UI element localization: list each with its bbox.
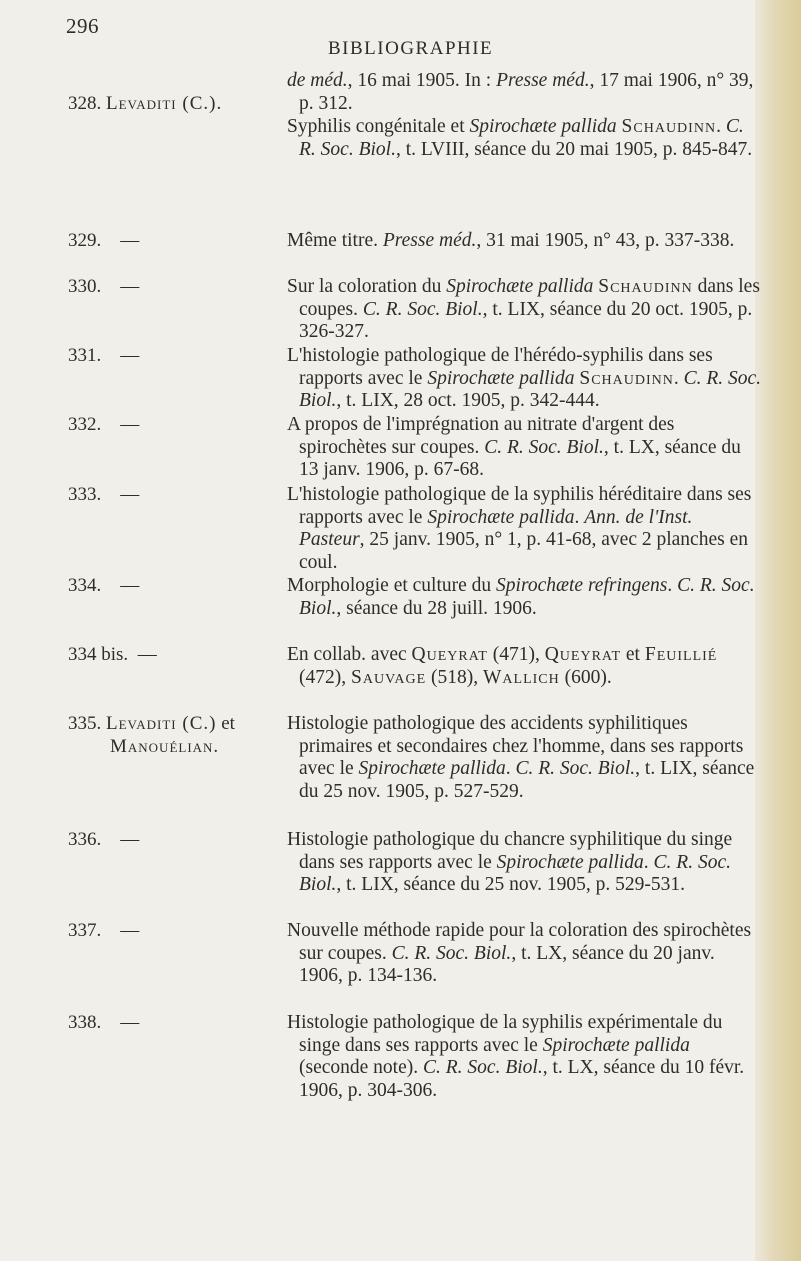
entry-number-328: 328. Levaditi (C.). bbox=[68, 93, 223, 114]
text-run: . bbox=[673, 367, 684, 389]
text-run: (472), bbox=[299, 666, 351, 688]
entry-number-330: 330. — bbox=[68, 276, 140, 297]
cited-name: Queyrat bbox=[544, 644, 622, 665]
text-run: . bbox=[667, 575, 678, 596]
entry-number-332: 332. — bbox=[68, 414, 140, 435]
text-run: , t. LVIII, séance du 20 mai 1905, p. 845-847. bbox=[395, 138, 753, 160]
italic-title: C. R. Soc. Biol. bbox=[362, 298, 483, 320]
entry-number-334-bis: 334 bis. — bbox=[68, 644, 157, 665]
text-run: L'histologie pathologique de la syphilis héréditaire dans ses rapports avec le bbox=[287, 484, 752, 528]
entry-author-2: Manouélian. bbox=[110, 735, 220, 757]
entry-text-330 bbox=[287, 276, 762, 344]
text-run: , 16 mai 1905. In : bbox=[347, 70, 497, 91]
text-run: , 25 janv. 1905, n° 1, p. 41-68, avec 2 planches en coul. bbox=[299, 529, 748, 573]
text-run: (seconde note). bbox=[299, 1057, 423, 1079]
entry-text-332 bbox=[287, 414, 762, 482]
running-head: BIBLIOGRAPHIE bbox=[328, 38, 494, 59]
entry-text-338 bbox=[287, 1012, 762, 1102]
italic-title: Presse méd. bbox=[382, 230, 477, 251]
entry-text-334-bis bbox=[287, 644, 762, 689]
italic-title: C. R. Soc. Biol. bbox=[391, 942, 512, 964]
text-run: , t. LX, séance du 10 févr. 1906, p. 304-306. bbox=[299, 1057, 745, 1101]
cited-name: Sauvage bbox=[351, 666, 427, 688]
entry-text-333 bbox=[287, 484, 762, 574]
text-run: , séance du 28 juill. 1906. bbox=[336, 597, 537, 619]
italic-title: Spirochæte refringens bbox=[496, 575, 668, 596]
text-run: Syphilis congénitale et bbox=[287, 116, 470, 137]
entry-number-337: 337. — bbox=[68, 920, 140, 941]
cited-name: Schaudinn bbox=[579, 367, 674, 389]
cited-name: Schaudinn bbox=[598, 276, 693, 297]
entry-text-328-a bbox=[287, 70, 762, 115]
italic-title: Spirochæte pallida bbox=[542, 1034, 690, 1056]
text-run: A propos de l'imprégnation au nitrate d'argent des spirochètes sur coupes. bbox=[287, 414, 675, 458]
italic-title: Spirochæte pallida bbox=[427, 367, 575, 389]
italic-title: C. R. Soc. Biol. bbox=[299, 575, 755, 619]
text-run: (600). bbox=[559, 666, 612, 688]
entry-author: Levaditi (C.) bbox=[106, 713, 217, 734]
entry-number-333: 333. — bbox=[68, 484, 140, 505]
text-run: (518), bbox=[426, 666, 484, 688]
italic-title: C. R. Soc. Biol. bbox=[484, 436, 604, 458]
entry-text-337 bbox=[287, 920, 762, 988]
text-run: . bbox=[643, 851, 654, 873]
entry-text-329 bbox=[287, 230, 762, 253]
text-run: . bbox=[574, 506, 585, 528]
italic-title: C. R. Soc. Biol. bbox=[299, 367, 762, 412]
text-run: , t. LIX, séance du 25 nov. 1905, p. 527-529. bbox=[299, 758, 755, 802]
entry-text-328-b bbox=[287, 116, 762, 161]
entry-number-334: 334. — bbox=[68, 575, 140, 596]
italic-title: C. R. Soc. Biol. bbox=[423, 1057, 543, 1079]
text-run: L'histologie pathologique de l'hérédo-syphilis dans ses rapports avec le bbox=[287, 345, 713, 389]
entry-number-335: 335. Levaditi (C.) et Manouélian. bbox=[68, 713, 235, 757]
italic-title: C. R. Soc. Biol. bbox=[299, 851, 731, 896]
page-number: 296 bbox=[66, 14, 99, 38]
cited-name: Wallich bbox=[483, 666, 560, 688]
cited-name: Feuillié bbox=[644, 644, 718, 665]
entry-number-329: 329. — bbox=[68, 230, 140, 251]
entry-text-334 bbox=[287, 575, 762, 620]
text-run: Histologie pathologique du chancre syphilitique du singe dans ses rapports avec le bbox=[287, 829, 733, 873]
text-run: , t. LIX, séance du 20 oct. 1905, p. 326-327. bbox=[299, 298, 753, 343]
entry-number-336: 336. — bbox=[68, 829, 140, 850]
text-run: En collab. avec bbox=[287, 644, 412, 665]
italic-title: C. R. Soc. Biol. bbox=[299, 116, 744, 160]
text-run: Morphologie et culture du bbox=[287, 575, 497, 596]
entry-number-331: 331. — bbox=[68, 345, 140, 366]
cited-name: Queyrat bbox=[411, 644, 488, 665]
text-run: , t. LIX, séance du 25 nov. 1905, p. 529-531. bbox=[336, 874, 685, 896]
text-run: Histologie pathologique des accidents syphilitiques primaires et secondaires chez l'homme, dans ses rapports avec le bbox=[287, 713, 744, 780]
entry-text-336 bbox=[287, 829, 762, 897]
cited-name: Schaudinn bbox=[621, 116, 717, 137]
italic-title: C. R. Soc. Biol. bbox=[515, 758, 636, 780]
text-run: , 31 mai 1905, n° 43, p. 337-338. bbox=[476, 230, 735, 251]
italic-title: Spirochæte pallida bbox=[469, 116, 617, 137]
entry-number-338: 338. — bbox=[68, 1012, 140, 1033]
text-run: Sur la coloration du bbox=[287, 276, 447, 297]
text-run: dans les coupes. bbox=[299, 276, 760, 320]
italic-title: Ann. de l'Inst. Pasteur bbox=[299, 506, 693, 551]
entry-text-335 bbox=[287, 713, 762, 803]
entry-author: Levaditi (C.). bbox=[106, 93, 223, 114]
italic-title: Spirochæte pallida bbox=[358, 758, 506, 780]
text-run: , 17 mai 1906, n° 39, p. 312. bbox=[299, 70, 754, 114]
text-run: Même titre. bbox=[287, 230, 383, 251]
italic-title: Spirochæte pallida bbox=[427, 506, 575, 528]
text-run: . bbox=[505, 758, 516, 780]
italic-title: Spirochæte pallida bbox=[496, 851, 644, 873]
italic-title: Presse méd. bbox=[496, 70, 590, 91]
text-run: . bbox=[716, 116, 726, 137]
text-run: , t. LX, séance du 20 janv. 1906, p. 134-136. bbox=[299, 942, 715, 987]
text-run: , t. LX, séance du 13 janv. 1906, p. 67-68. bbox=[299, 436, 741, 481]
italic-title: Spirochæte pallida bbox=[446, 276, 594, 297]
text-run: , t. LIX, 28 oct. 1905, p. 342-444. bbox=[336, 390, 600, 412]
text-run: Histologie pathologique de la syphilis expérimentale du singe dans ses rapports avec le bbox=[287, 1012, 723, 1056]
entry-text-331 bbox=[287, 345, 762, 413]
text-run: (471), bbox=[487, 644, 545, 665]
italic-title: de méd. bbox=[287, 70, 348, 91]
text-run: et bbox=[621, 644, 645, 665]
text-run: Nouvelle méthode rapide pour la coloration des spirochètes sur coupes. bbox=[287, 920, 752, 964]
